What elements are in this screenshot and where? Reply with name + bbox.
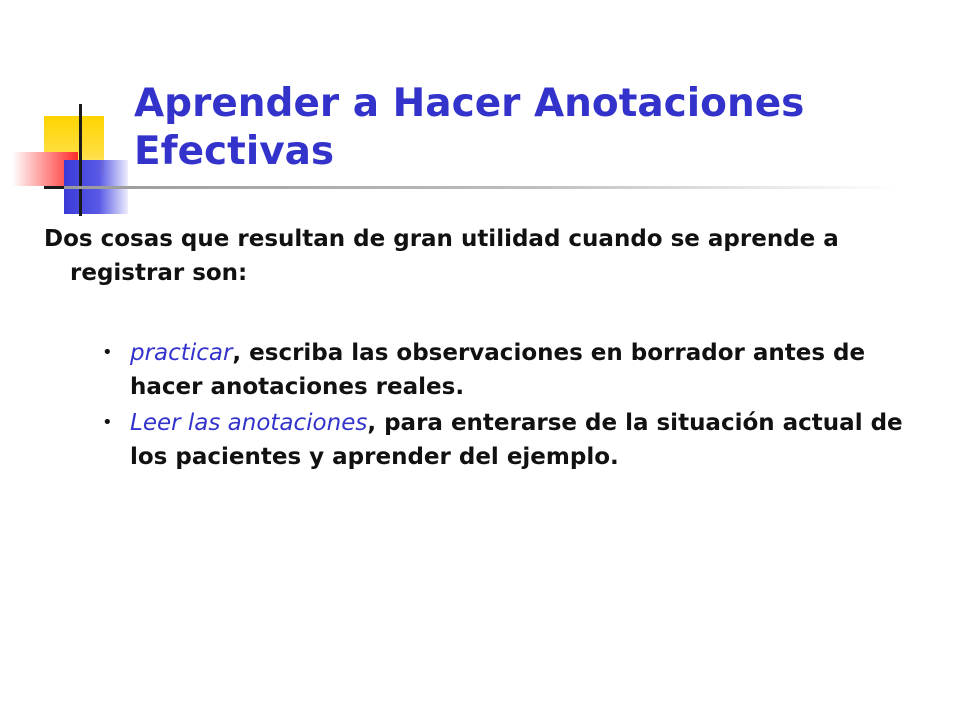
bullet-item-practicar [102, 336, 924, 404]
bullet-dot-icon: • [102, 342, 113, 363]
logo-vertical-line [79, 104, 82, 216]
bullet-list [44, 336, 924, 474]
title-divider [64, 186, 900, 189]
bullet-item-leer-anotaciones [102, 406, 924, 474]
color-squares-logo-icon [0, 0, 140, 230]
bullet-emphasis: practicar [130, 340, 233, 366]
intro-text: Dos cosas que resultan de gran utilidad cuando se aprende a registrar son: [44, 226, 839, 286]
bullet-emphasis: Leer las anotaciones [130, 410, 368, 436]
bullet-dot-icon: • [102, 412, 113, 433]
slide-title-line-2: Efectivas [134, 129, 335, 174]
bullet-text: , escriba las observaciones en borrador antes de hacer anotaciones reales. [130, 340, 866, 400]
slide-body [44, 222, 924, 476]
bullet-text: , para enterarse de la situación actual de los pacientes y aprender del ejemplo. [130, 410, 903, 470]
slide-title-line-1: Aprender a Hacer Anotaciones [134, 81, 805, 126]
slide-title [134, 80, 914, 176]
